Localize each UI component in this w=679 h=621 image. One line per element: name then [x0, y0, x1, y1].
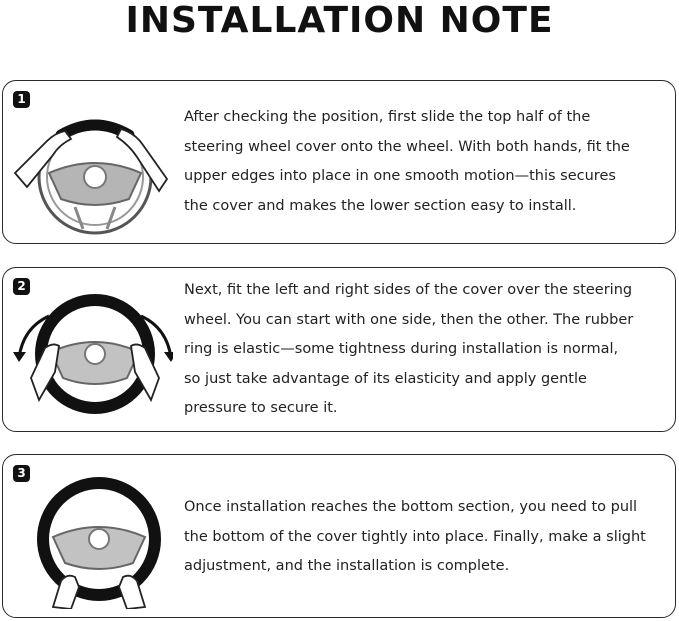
- step-text-line: ring is elastic—some tightness during installation is normal,: [184, 341, 619, 357]
- step-text-line: the cover and makes the lower section easy to install.: [184, 197, 577, 214]
- step-description: [184, 493, 659, 582]
- step-number-badge: 1: [13, 91, 30, 108]
- step-text-line: After checking the position, first slide the top half of the: [184, 109, 591, 125]
- step-text-line: Once installation reaches the bottom section, you need to pull: [184, 499, 638, 515]
- step-description: [184, 103, 659, 221]
- step-text-line: wheel. You can start with one side, then the other. The rubber: [184, 311, 634, 328]
- step-card-1: [2, 80, 676, 244]
- step-number-badge: 3: [13, 465, 30, 482]
- step-text-line: steering wheel cover onto the wheel. With both hands, fit the: [184, 138, 630, 155]
- step-description: [184, 276, 659, 424]
- steering-wheel-top-install-illustration: [9, 95, 173, 235]
- step-text-line: so just take advantage of its elasticity and apply gentle: [184, 370, 587, 387]
- page-title: INSTALLATION NOTE: [125, 0, 554, 41]
- step-text-line: the bottom of the cover tightly into place. Finally, make a slight: [184, 528, 646, 545]
- step-text-line: Next, fit the left and right sides of the cover over the steering: [184, 282, 633, 298]
- steering-wheel-sides-install-illustration: [9, 282, 173, 422]
- step-text-line: upper edges into place in one smooth motion—this secures: [184, 168, 616, 184]
- step-text-line: pressure to secure it.: [184, 400, 338, 416]
- step-card-3: [2, 454, 676, 618]
- steering-wheel-bottom-install-illustration: [9, 469, 173, 609]
- step-text-line: adjustment, and the installation is complete.: [184, 558, 510, 574]
- step-number-badge: 2: [13, 278, 30, 295]
- step-card-2: [2, 267, 676, 432]
